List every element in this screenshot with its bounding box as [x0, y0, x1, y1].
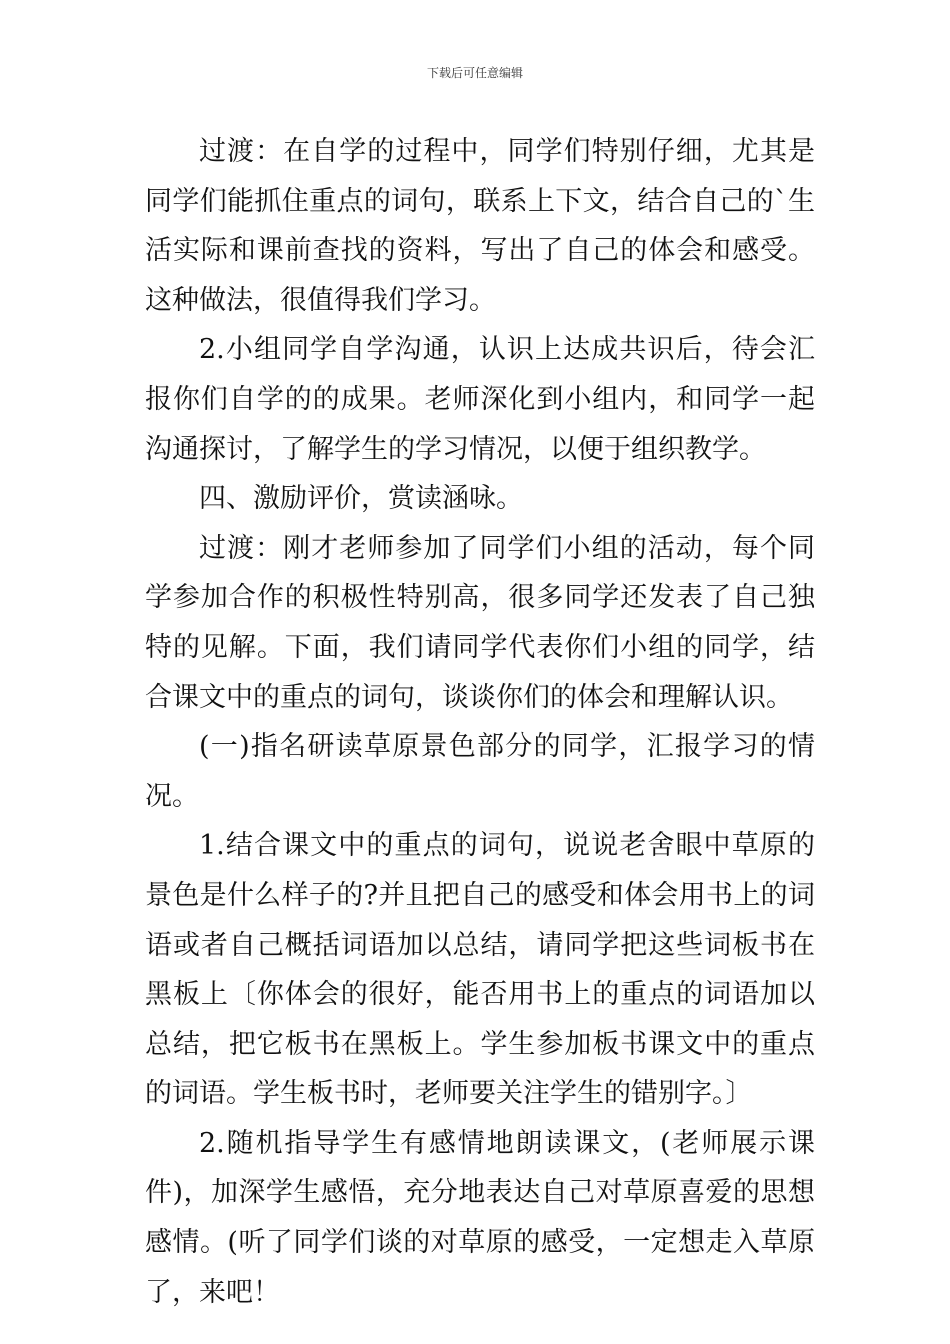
page-header: 下载后可任意编辑: [426, 66, 523, 80]
paragraph-item-2b: 2.随机指导学生有感情地朗读课文，(老师展示课件)，加深学生感悟，充分地表达自己对草原喜爱的思想感情。(听了同学们谈的对草原的感受，一定想走入草原了，来吧！: [145, 1127, 815, 1308]
subsection-heading-1: (一)指名研读草原景色部分的同学，汇报学习的情况。: [145, 731, 815, 812]
section-heading-4: 四、激励评价，赏读涵咏。: [199, 483, 523, 515]
document-body: [145, 127, 815, 1317]
paragraph-transition-2: 过渡：刚才老师参加了同学们小组的活动，每个同学参加合作的积极性特别高，很多同学还发表了自己独特的见解。下面，我们请同学代表你们小组的同学，结合课文中的重点的词句，谈谈你们的体会和理解认识。: [145, 532, 815, 713]
paragraph-item-2: 2.小组同学自学沟通，认识上达成共识后，待会汇报你们自学的的成果。老师深化到小组内，和同学一起沟通探讨，了解学生的学习情况，以便于组织教学。: [145, 334, 815, 465]
paragraph-item-1: 1.结合课文中的重点的词句，说说老舍眼中草原的景色是什么样子的?并且把自己的感受和体会用书上的词语或者自己概括词语加以总结，请同学把这些词板书在黑板上〔你体会的很好，能否用书上的重点的词语加以总结，把它板书在黑板上。学生参加板书课文中的重点的词语。学生板书时，老师要关注学生的错别字。〕: [145, 830, 815, 1110]
paragraph-transition-1: 过渡：在自学的过程中，同学们特别仔细，尤其是同学们能抓住重点的词句，联系上下文，结合自己的`生活实际和课前查找的资料，写出了自己的体会和感受。这种做法，很值得我们学习。: [145, 136, 815, 316]
